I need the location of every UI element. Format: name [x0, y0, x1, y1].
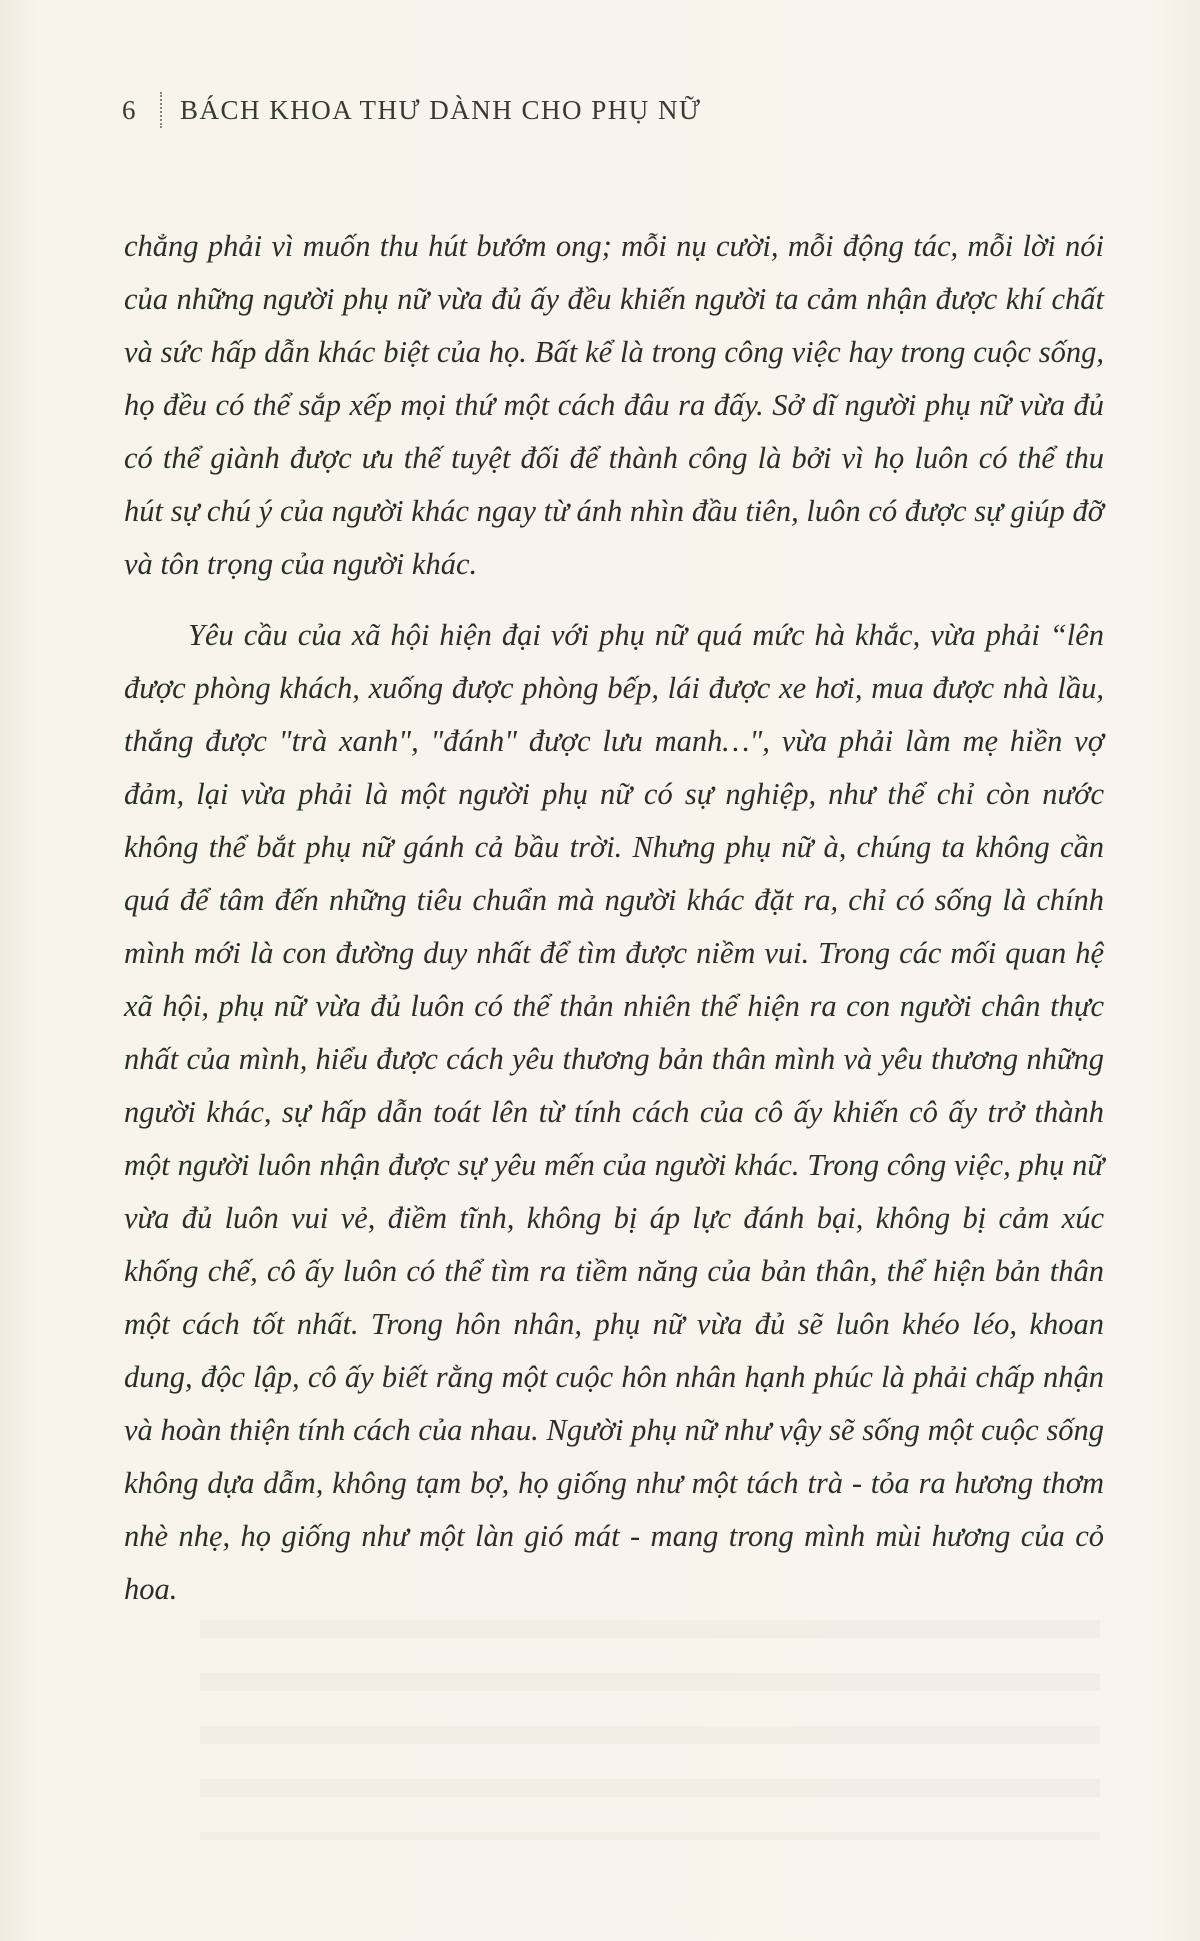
page-header [122, 92, 701, 128]
header-divider [160, 92, 162, 128]
show-through-texture [200, 1620, 1100, 1840]
body-text [124, 220, 1104, 1616]
paragraph-2: Yêu cầu của xã hội hiện đại với phụ nữ quá mức hà khắc, vừa phải “lên được phòng khách, xuống được phòng bếp, lái được xe hơi, mua được nhà lầu, thắng được "trà xanh", "đánh" được lưu manh…", vừa phải làm mẹ hiền vợ đảm, lại vừa phải là một người phụ nữ có sự nghiệp, như thể chỉ còn nước không thể bắt phụ nữ gánh cả bầu trời. Nhưng phụ nữ à, chúng ta không cần quá để tâm đến những tiêu chuẩn mà người khác đặt ra, chỉ có sống là chính mình mới là con đường duy nhất để tìm được niềm vui. Trong các mối quan hệ xã hội, phụ nữ vừa đủ luôn có thể thản nhiên thể hiện ra con người chân thực nhất của mình, hiểu được cách yêu thương bản thân mình và yêu thương những người khác, sự hấp dẫn toát lên từ tính cách của cô ấy khiến cô ấy trở thành một người luôn nhận được sự yêu mến của người khác. Trong công việc, phụ nữ vừa đủ luôn vui vẻ, điềm tĩnh, không bị áp lực đánh bại, không bị cảm xúc khống chế, cô ấy luôn có thể tìm ra tiềm năng của bản thân, thể hiện bản thân một cách tốt nhất. Trong hôn nhân, phụ nữ vừa đủ sẽ luôn khéo léo, khoan dung, độc lập, cô ấy biết rằng một cuộc hôn nhân hạnh phúc là phải chấp nhận và hoàn thiện tính cách của nhau. Người phụ nữ như vậy sẽ sống một cuộc sống không dựa dẫm, không tạm bợ, họ giống như một tách trà - tỏa ra hương thơm nhè nhẹ, họ giống như một làn gió mát - mang trong mình mùi hương của cỏ hoa. [124, 618, 1104, 1606]
page-number: 6 [122, 94, 137, 125]
running-title: BÁCH KHOA THƯ DÀNH CHO PHỤ NỮ [180, 94, 702, 125]
paragraph-1: chẳng phải vì muốn thu hút bướm ong; mỗi nụ cười, mỗi động tác, mỗi lời nói của những người phụ nữ vừa đủ ấy đều khiến người ta cảm nhận được khí chất và sức hấp dẫn khác biệt của họ. Bất kể là trong công việc hay trong cuộc sống, họ đều có thể sắp xếp mọi thứ một cách đâu ra đấy. Sở dĩ người phụ nữ vừa đủ có thể giành được ưu thế tuyệt đối để thành công là bởi vì họ luôn có thể thu hút sự chú ý của người khác ngay từ ánh nhìn đầu tiên, luôn có được sự giúp đỡ và tôn trọng của người khác. [124, 229, 1104, 581]
